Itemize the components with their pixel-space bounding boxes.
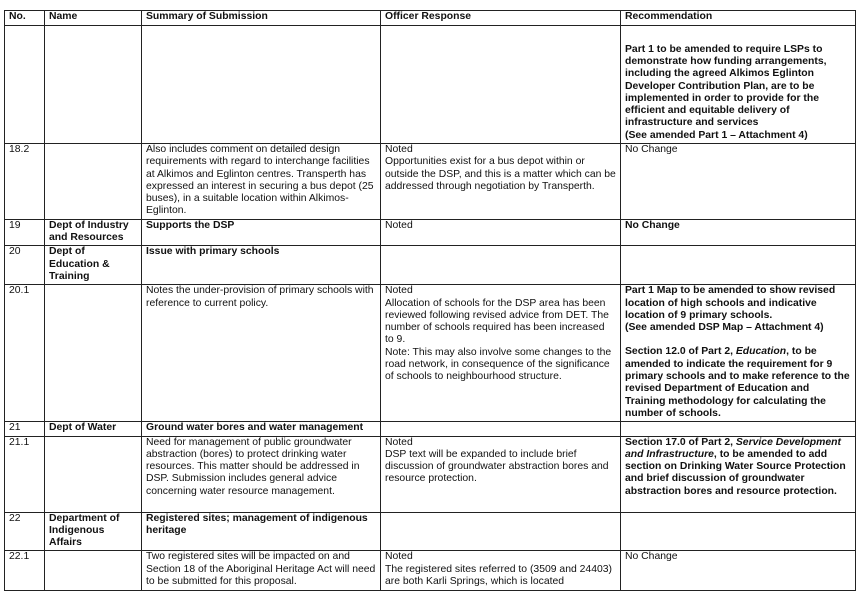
cell-name: Department of Indigenous Affairs	[45, 512, 142, 551]
cell-name: Dept of Industry and Resources	[45, 219, 142, 246]
response-note: Note: This may also involve some changes to the road network, in consequence of the significance of schools to neighbourhood structure.	[385, 346, 612, 383]
cell-summary: Issue with primary schools	[142, 246, 381, 285]
cell-no: 19	[5, 219, 45, 246]
cell-summary: Need for management of public groundwater abstraction (bores) to protect drinking water resources. This matter should be addressed in DSP. Submission includes general advice concerning water resource management.	[142, 436, 381, 512]
response-text: DSP text will be expanded to include brief discussion of groundwater abstraction bores and resource protection.	[385, 448, 609, 485]
recommendation-section	[625, 346, 851, 420]
cell-summary: Also includes comment on detailed design requirements with regard to interchange facilities at Alkimos and Eglinton centres. Transperth has expressed an interest in securing a bus depot (25 buses), in a suitable location within Alkimos-Eglinton.	[142, 144, 381, 220]
header-no: No.	[5, 11, 45, 26]
recommendation-reference: (See amended DSP Map – Attachment 4)	[625, 322, 824, 334]
recommendation-reference: (See amended Part 1 – Attachment 4)	[625, 129, 808, 141]
cell-summary: Supports the DSP	[142, 219, 381, 246]
recommendation-text: Part 1 to be amended to require LSPs to demonstrate how funding arrangements, including the agreed Alkimos Eglinton Developer Contribution Plan, are to be implemented in order to provide for the efficient and equitable delivery of infrastructure and services	[625, 43, 827, 129]
paragraph-spacer	[625, 334, 851, 346]
cell-no: 21	[5, 422, 45, 436]
cell-response	[381, 246, 621, 285]
response-heading: Noted	[385, 551, 413, 563]
response-heading: Noted	[385, 436, 413, 448]
cell-name	[45, 26, 142, 144]
cell-recommendation	[621, 436, 856, 512]
recommendation-section-lead: Section 17.0 of Part 2,	[625, 436, 736, 448]
cell-recommendation	[621, 422, 856, 436]
cell-response	[381, 144, 621, 220]
recommendation-section-lead: Section 12.0 of Part 2,	[625, 346, 736, 358]
cell-name: Dept of Water	[45, 422, 142, 436]
recommendation-text: Part 1 Map to be amended to show revised location of high schools and indicative location of 9 primary schools.	[625, 285, 836, 321]
table-row	[5, 422, 856, 436]
recommendation-section-title: Education	[735, 346, 787, 358]
cell-no: 22.1	[5, 551, 45, 591]
cell-response	[381, 436, 621, 512]
cell-recommendation: No Change	[621, 144, 856, 220]
recommendation-section-title: Service Development and Infrastructure	[625, 436, 841, 460]
cell-response	[381, 422, 621, 436]
table-row	[5, 512, 856, 551]
header-summary: Summary of Submission	[142, 11, 381, 26]
cell-recommendation	[621, 285, 856, 422]
cell-no	[5, 26, 45, 144]
cell-no: 21.1	[5, 436, 45, 512]
table-row	[5, 144, 856, 220]
header-name: Name	[45, 11, 142, 26]
table-row	[5, 285, 856, 422]
cell-response	[381, 551, 621, 591]
cell-no: 18.2	[5, 144, 45, 220]
cell-no: 20.1	[5, 285, 45, 422]
cell-name: Dept of Education & Training	[45, 246, 142, 285]
response-heading: Noted	[385, 144, 413, 155]
cell-recommendation: No Change	[621, 219, 856, 246]
response-heading: Noted	[385, 285, 413, 297]
cell-response	[381, 512, 621, 551]
table-row	[5, 26, 856, 144]
table-row	[5, 219, 856, 246]
response-text: The registered sites referred to (3509 and 24403) are both Karli Springs, which is located	[385, 563, 612, 588]
cell-recommendation: No Change	[621, 551, 856, 591]
cell-summary: Notes the under-provision of primary schools with reference to current policy.	[142, 285, 381, 422]
cell-no: 22	[5, 512, 45, 551]
recommendation-section-rest: , to be amended to add section on Drinking Water Source Protection and brief discussion of groundwater abstraction bores and resource protection.	[625, 448, 846, 497]
cell-summary	[142, 26, 381, 144]
cell-name	[45, 436, 142, 512]
cell-name	[45, 285, 142, 422]
cell-name	[45, 551, 142, 591]
table-row	[5, 436, 856, 512]
recommendation-section-rest: , to be amended to indicate the requirement for 9 primary schools and to make reference to the revised Department of Education and Training methodology for calculating the number of schools.	[625, 346, 850, 419]
header-recommendation: Recommendation	[621, 11, 856, 26]
header-officer-response: Officer Response	[381, 11, 621, 26]
cell-summary: Registered sites; management of indigenous heritage	[142, 512, 381, 551]
cell-summary: Ground water bores and water management	[142, 422, 381, 436]
cell-response: Noted	[381, 219, 621, 246]
cell-response	[381, 285, 621, 422]
cell-recommendation	[621, 246, 856, 285]
response-text: Allocation of schools for the DSP area has been reviewed following revised advice from DET. The number of schools required has been increased to 9.	[385, 297, 609, 346]
cell-summary: Two registered sites will be impacted on and Section 18 of the Aboriginal Heritage Act will need to be submitted for this proposal.	[142, 551, 381, 591]
cell-recommendation	[621, 26, 856, 144]
cell-name	[45, 144, 142, 220]
cell-recommendation	[621, 512, 856, 551]
header-row	[5, 11, 856, 26]
submissions-table	[4, 10, 856, 591]
table-row	[5, 551, 856, 591]
table-row	[5, 246, 856, 285]
cell-no: 20	[5, 246, 45, 285]
cell-response	[381, 26, 621, 144]
response-text: Opportunities exist for a bus depot within or outside the DSP, and this is a matter which can be addressed through negotiation by Transperth.	[385, 156, 616, 192]
